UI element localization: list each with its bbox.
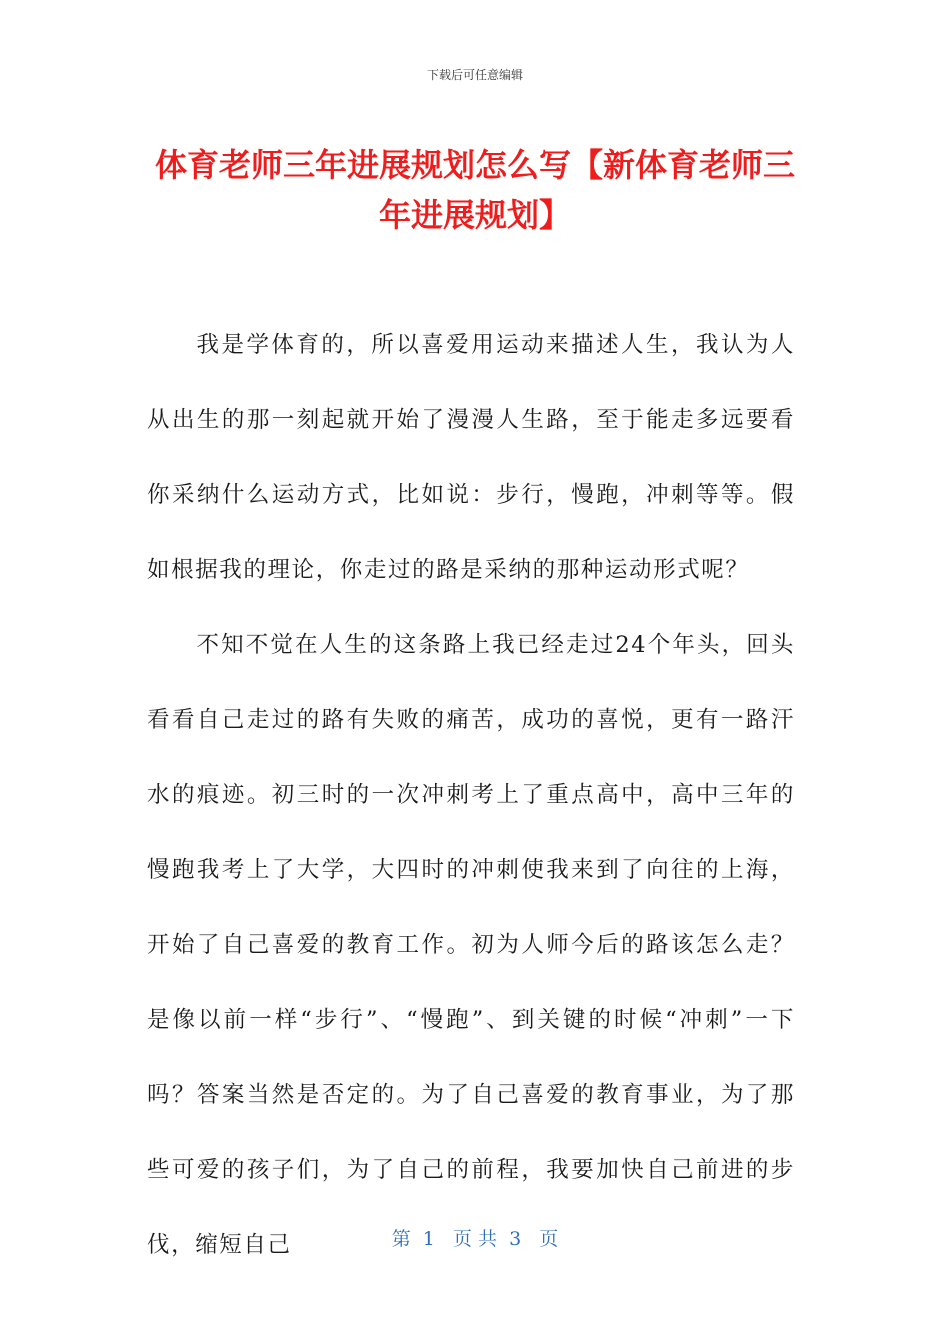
document-body: [147, 308, 795, 1283]
paragraph-2: 不知不觉在人生的这条路上我已经走过24个年头，回头看看自己走过的路有失败的痛苦，成功的喜悦，更有一路汗水的痕迹。初三时的一次冲刺考上了重点高中，高中三年的慢跑我考上了大学，大四时的冲刺使我来到了向往的上海，开始了自己喜爱的教育工作。初为人师今后的路该怎么走？是像以前一样“步行”、“慢跑”、到关键的时候“冲刺”一下吗？答案当然是否定的。为了自己喜爱的教育事业，为了那些可爱的孩子们，为了自己的前程，我要加快自己前进的步伐，缩短自己: [147, 632, 795, 1258]
paragraph-1: 我是学体育的，所以喜爱用运动来描述人生，我认为人从出生的那一刻起就开始了漫漫人生路，至于能走多远要看你采纳什么运动方式，比如说：步行，慢跑，冲刺等等。假如根据我的理论，你走过的路是采纳的那种运动形式呢？: [147, 332, 795, 583]
page-header-note: 下载后可任意编辑: [426, 68, 523, 82]
document-title: 体育老师三年进展规划怎么写【新体育老师三年进展规划】: [154, 146, 795, 234]
page-number-footer: 第 1 页 共 3 页: [391, 1228, 559, 1250]
